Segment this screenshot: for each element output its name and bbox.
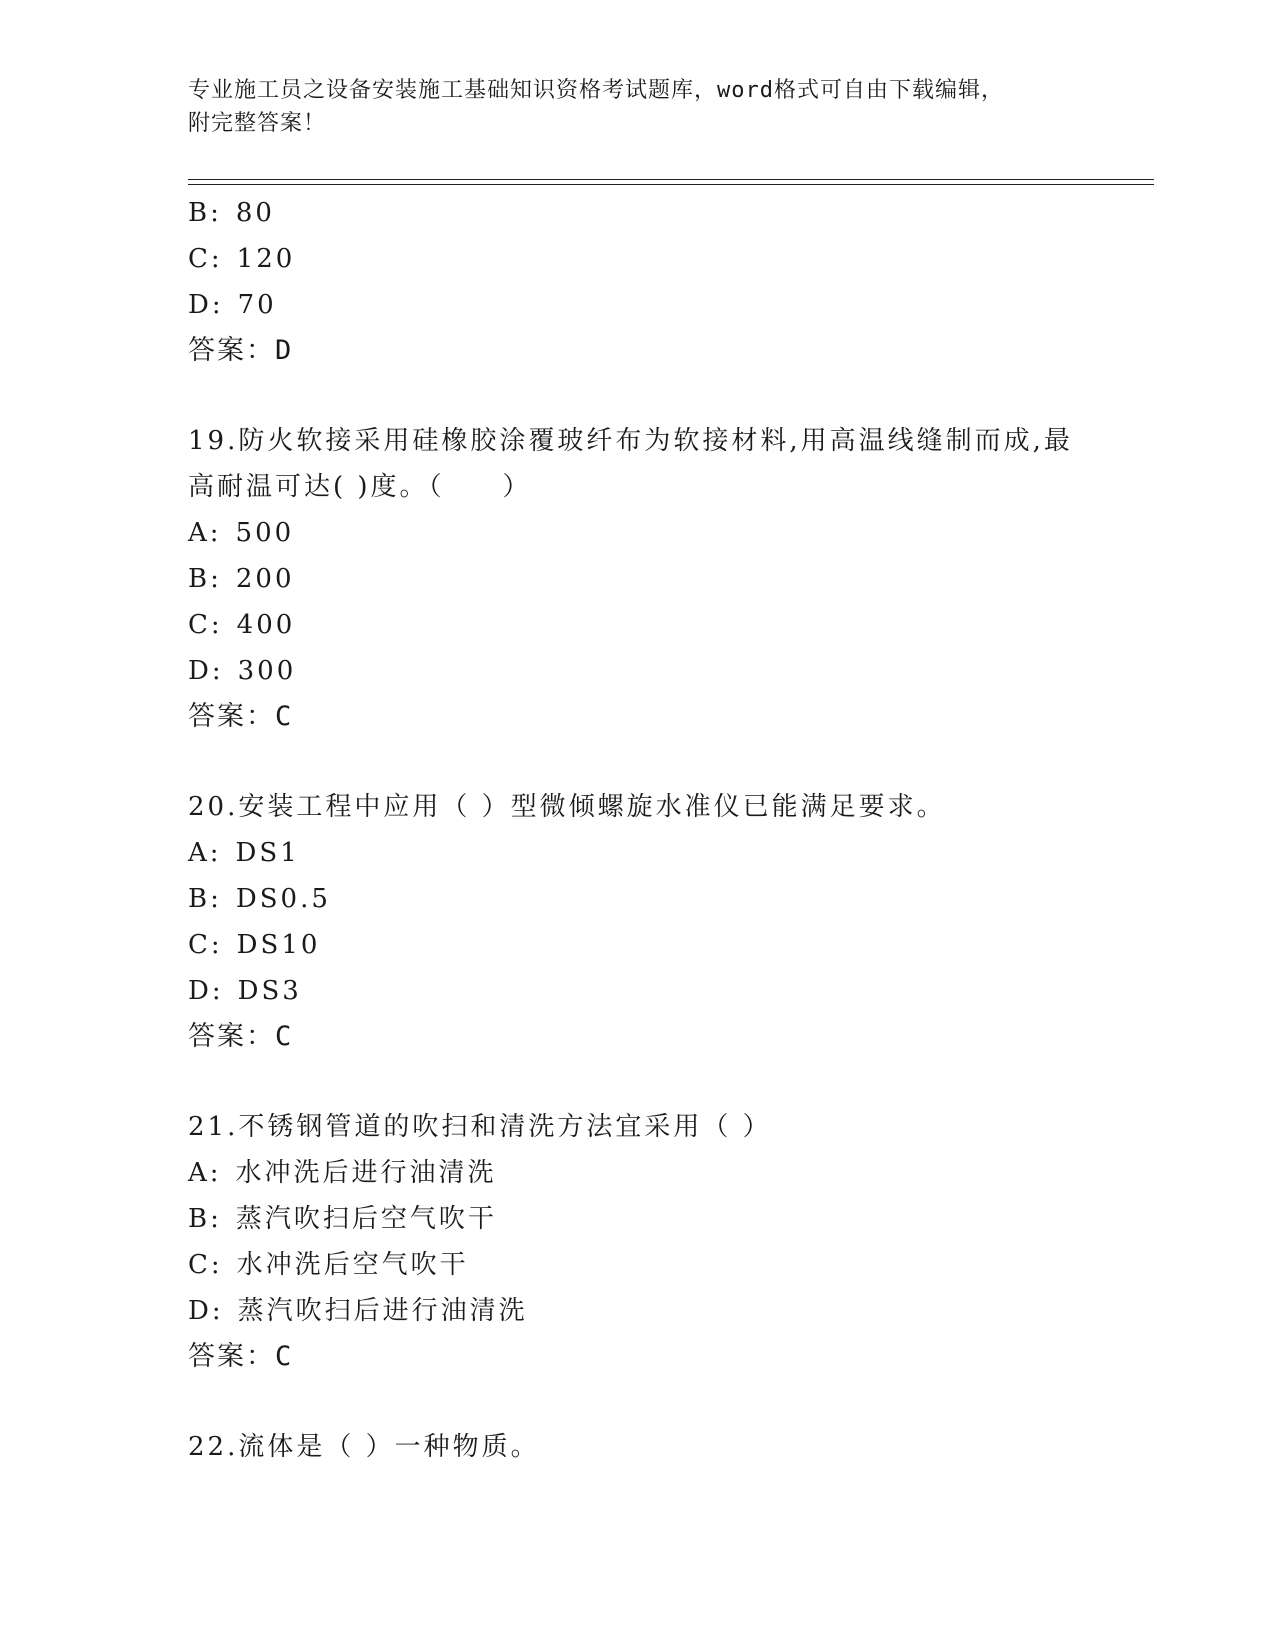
option-c: C: DS10 [188,930,321,960]
option-a: A: 水冲洗后进行油清洗 [188,1158,497,1188]
document-content [188,190,1088,1470]
question-22 [188,1424,1088,1470]
question-19 [188,418,1088,740]
option-c: C: 水冲洗后空气吹干 [188,1250,469,1280]
answer: 答案：C [188,701,294,732]
option-d: D: 70 [188,290,277,320]
option-a: A: DS1 [188,838,300,868]
question-text: 21.不锈钢管道的吹扫和清洗方法宜采用（ ） [188,1112,772,1142]
header-rule-bottom [188,184,1154,185]
option-c: C: 400 [188,610,296,640]
question-21 [188,1104,1088,1380]
option-d: D: DS3 [188,976,302,1006]
question-text: 高耐温可达( )度。（ ） [188,472,532,502]
option-b: B: 200 [188,564,295,594]
question-20 [188,784,1088,1060]
header-line-1: 专业施工员之设备安装施工基础知识资格考试题库，word格式可自由下载编辑， [188,78,1004,103]
header-line-2: 附完整答案！ [188,111,327,136]
question-text: 20.安装工程中应用（ ）型微倾螺旋水准仪已能满足要求。 [188,792,946,822]
option-b: B: 80 [188,198,275,228]
question-text: 19.防火软接采用硅橡胶涂覆玻纤布为软接材料,用高温线缝制而成,最 [188,426,1073,456]
answer: 答案：C [188,1021,294,1052]
page-header [188,74,1088,140]
option-b: B: 蒸汽吹扫后空气吹干 [188,1204,497,1234]
option-d: D: 蒸汽吹扫后进行油清洗 [188,1296,528,1326]
option-b: B: DS0.5 [188,884,331,914]
question-text: 22.流体是（ ）一种物质。 [188,1432,540,1462]
answer: 答案：C [188,1341,294,1372]
option-a: A: 500 [188,518,295,548]
header-rule-top [188,179,1154,180]
option-d: D: 300 [188,656,297,686]
answer: 答案：D [188,335,294,366]
partial-question [188,190,1088,374]
option-c: C: 120 [188,244,296,274]
